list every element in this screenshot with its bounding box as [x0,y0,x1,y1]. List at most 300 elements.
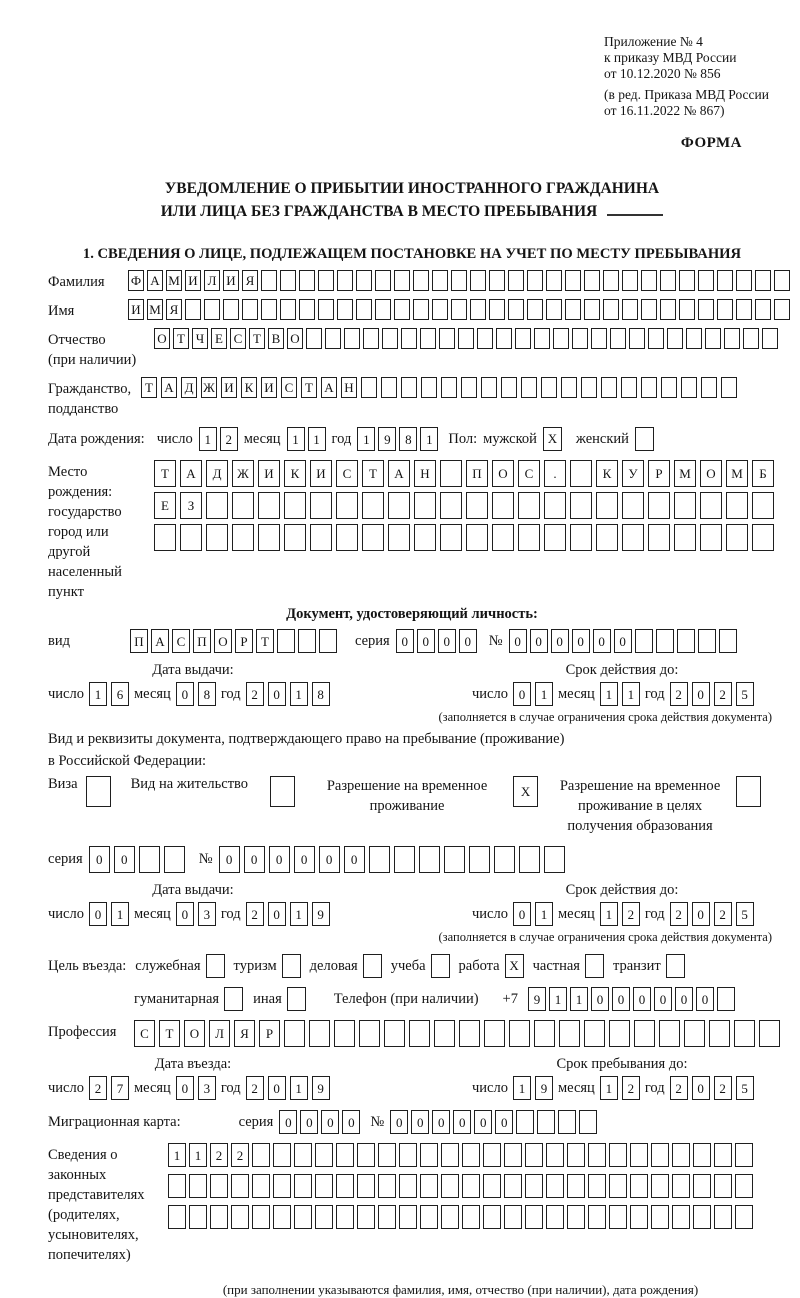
char-cell[interactable] [774,299,790,320]
char-cell[interactable] [409,1020,430,1047]
char-cell[interactable] [432,270,448,291]
char-cell[interactable] [735,1143,753,1167]
char-cell[interactable] [362,524,384,551]
char-cell[interactable]: 1 [600,682,618,706]
char-cell[interactable] [294,1143,312,1167]
char-cell[interactable] [441,1174,459,1198]
char-cell[interactable] [306,328,322,349]
char-cell[interactable] [705,328,721,349]
char-cell[interactable] [721,377,737,398]
char-cell[interactable]: Ж [201,377,217,398]
char-cell[interactable] [319,629,337,653]
char-cell[interactable] [441,1205,459,1229]
char-cell[interactable] [325,328,341,349]
char-cell[interactable] [496,328,512,349]
char-cell[interactable]: С [230,328,246,349]
char-cell[interactable] [734,1020,755,1047]
char-cell[interactable]: 5 [736,682,754,706]
char-cell[interactable] [661,377,677,398]
char-cell[interactable] [462,1205,480,1229]
char-cell[interactable] [714,1174,732,1198]
char-cell[interactable] [581,377,597,398]
char-cell[interactable] [284,524,306,551]
char-cell[interactable]: 0 [633,987,651,1011]
char-cell[interactable]: Т [154,460,176,487]
char-cell[interactable]: Т [141,377,157,398]
char-cell[interactable] [541,377,557,398]
char-cell[interactable]: 1 [357,427,375,451]
char-cell[interactable] [462,1143,480,1167]
char-cell[interactable]: М [726,460,748,487]
char-cell[interactable] [701,377,717,398]
char-cell[interactable] [336,492,358,519]
char-cell[interactable] [672,1174,690,1198]
char-cell[interactable] [686,328,702,349]
char-cell[interactable]: 1 [111,902,129,926]
char-cell[interactable] [252,1174,270,1198]
char-cell[interactable] [378,1143,396,1167]
char-cell[interactable]: С [172,629,190,653]
char-cell[interactable] [494,846,515,873]
char-cell[interactable] [273,1205,291,1229]
char-cell[interactable]: 2 [246,902,264,926]
char-cell[interactable]: 1 [290,682,308,706]
char-cell[interactable] [168,1174,186,1198]
char-cell[interactable] [546,270,562,291]
char-cell[interactable] [414,492,436,519]
char-cell[interactable]: Ф [128,270,144,291]
char-cell[interactable] [401,377,417,398]
char-cell[interactable]: С [336,460,358,487]
purpose-study-checkbox[interactable] [431,954,450,978]
char-cell[interactable] [483,1205,501,1229]
char-cell[interactable] [298,629,316,653]
char-cell[interactable] [714,1143,732,1167]
char-cell[interactable]: 0 [591,987,609,1011]
char-cell[interactable]: 2 [714,682,732,706]
char-cell[interactable] [210,1174,228,1198]
char-cell[interactable]: У [622,460,644,487]
char-cell[interactable]: И [221,377,237,398]
char-cell[interactable]: 0 [176,1076,194,1100]
char-cell[interactable] [315,1205,333,1229]
char-cell[interactable] [481,377,497,398]
char-cell[interactable] [334,1020,355,1047]
char-cell[interactable] [641,299,657,320]
char-cell[interactable]: 8 [312,682,330,706]
char-cell[interactable]: С [281,377,297,398]
char-cell[interactable] [369,846,390,873]
char-cell[interactable] [489,299,505,320]
char-cell[interactable] [774,270,790,291]
char-cell[interactable] [525,1205,543,1229]
char-cell[interactable]: 0 [495,1110,513,1134]
char-cell[interactable] [492,492,514,519]
char-cell[interactable] [546,1143,564,1167]
char-cell[interactable] [189,1205,207,1229]
char-cell[interactable]: 0 [411,1110,429,1134]
char-cell[interactable]: 0 [279,1110,297,1134]
char-cell[interactable]: 9 [378,427,396,451]
char-cell[interactable] [681,377,697,398]
char-cell[interactable]: 2 [246,1076,264,1100]
char-cell[interactable] [231,1174,249,1198]
char-cell[interactable]: 0 [176,682,194,706]
char-cell[interactable] [357,1174,375,1198]
char-cell[interactable] [356,270,372,291]
char-cell[interactable]: 2 [670,902,688,926]
char-cell[interactable]: 1 [535,682,553,706]
char-cell[interactable] [609,1143,627,1167]
char-cell[interactable] [180,524,202,551]
char-cell[interactable]: 0 [474,1110,492,1134]
char-cell[interactable] [421,377,437,398]
char-cell[interactable] [357,1143,375,1167]
char-cell[interactable]: 0 [321,1110,339,1134]
char-cell[interactable]: 0 [342,1110,360,1134]
char-cell[interactable] [189,1174,207,1198]
char-cell[interactable] [420,1205,438,1229]
char-cell[interactable] [461,377,477,398]
char-cell[interactable] [434,1020,455,1047]
female-checkbox[interactable] [635,427,654,451]
char-cell[interactable] [242,299,258,320]
char-cell[interactable] [544,846,565,873]
char-cell[interactable]: 0 [572,629,590,653]
char-cell[interactable]: 1 [622,682,640,706]
char-cell[interactable] [567,1143,585,1167]
char-cell[interactable] [674,524,696,551]
char-cell[interactable] [441,377,457,398]
char-cell[interactable] [572,328,588,349]
char-cell[interactable]: 2 [220,427,238,451]
char-cell[interactable] [672,1143,690,1167]
char-cell[interactable] [622,299,638,320]
char-cell[interactable] [294,1174,312,1198]
char-cell[interactable]: 9 [528,987,546,1011]
char-cell[interactable]: 0 [89,846,110,873]
char-cell[interactable] [635,629,653,653]
char-cell[interactable] [743,328,759,349]
char-cell[interactable] [337,270,353,291]
char-cell[interactable] [439,328,455,349]
char-cell[interactable] [484,1020,505,1047]
char-cell[interactable] [204,299,220,320]
char-cell[interactable]: И [223,270,239,291]
char-cell[interactable]: А [147,270,163,291]
char-cell[interactable] [546,1205,564,1229]
temp-residence-education-checkbox[interactable] [736,776,761,807]
visa-checkbox[interactable] [86,776,111,807]
char-cell[interactable]: 0 [390,1110,408,1134]
char-cell[interactable] [726,524,748,551]
char-cell[interactable]: А [151,629,169,653]
char-cell[interactable] [700,524,722,551]
char-cell[interactable]: 0 [530,629,548,653]
purpose-other-checkbox[interactable] [287,987,306,1011]
char-cell[interactable] [399,1174,417,1198]
char-cell[interactable]: 0 [614,629,632,653]
char-cell[interactable] [258,492,280,519]
char-cell[interactable] [413,270,429,291]
char-cell[interactable] [378,1205,396,1229]
char-cell[interactable]: 0 [417,629,435,653]
char-cell[interactable] [375,270,391,291]
char-cell[interactable] [252,1205,270,1229]
char-cell[interactable] [588,1205,606,1229]
char-cell[interactable] [579,1110,597,1134]
char-cell[interactable] [336,1143,354,1167]
char-cell[interactable] [164,846,185,873]
purpose-tourism-checkbox[interactable] [282,954,301,978]
char-cell[interactable]: 1 [287,427,305,451]
char-cell[interactable]: Д [181,377,197,398]
char-cell[interactable] [441,1143,459,1167]
char-cell[interactable]: 0 [294,846,315,873]
char-cell[interactable] [489,270,505,291]
char-cell[interactable] [420,328,436,349]
char-cell[interactable] [273,1174,291,1198]
char-cell[interactable]: Р [235,629,253,653]
char-cell[interactable] [736,270,752,291]
char-cell[interactable] [570,524,592,551]
char-cell[interactable] [609,1205,627,1229]
char-cell[interactable]: 9 [535,1076,553,1100]
char-cell[interactable] [508,270,524,291]
char-cell[interactable]: К [596,460,618,487]
char-cell[interactable] [674,492,696,519]
char-cell[interactable] [752,492,774,519]
char-cell[interactable]: П [130,629,148,653]
char-cell[interactable] [315,1174,333,1198]
char-cell[interactable]: О [184,1020,205,1047]
char-cell[interactable]: М [166,270,182,291]
char-cell[interactable] [567,1205,585,1229]
char-cell[interactable] [651,1205,669,1229]
char-cell[interactable]: А [180,460,202,487]
char-cell[interactable]: 1 [570,987,588,1011]
char-cell[interactable]: Ж [232,460,254,487]
char-cell[interactable]: Б [752,460,774,487]
char-cell[interactable] [660,270,676,291]
char-cell[interactable] [534,328,550,349]
char-cell[interactable] [648,492,670,519]
char-cell[interactable]: 0 [319,846,340,873]
char-cell[interactable]: А [388,460,410,487]
char-cell[interactable] [504,1174,522,1198]
char-cell[interactable] [432,299,448,320]
char-cell[interactable] [596,524,618,551]
char-cell[interactable]: П [193,629,211,653]
char-cell[interactable] [527,299,543,320]
char-cell[interactable] [693,1174,711,1198]
char-cell[interactable] [609,1174,627,1198]
char-cell[interactable] [277,629,295,653]
char-cell[interactable] [284,1020,305,1047]
char-cell[interactable] [168,1205,186,1229]
char-cell[interactable] [518,524,540,551]
char-cell[interactable] [603,270,619,291]
char-cell[interactable] [394,299,410,320]
char-cell[interactable] [634,1020,655,1047]
char-cell[interactable] [534,1020,555,1047]
char-cell[interactable] [381,377,397,398]
char-cell[interactable]: 6 [111,682,129,706]
char-cell[interactable]: Т [256,629,274,653]
char-cell[interactable]: Т [301,377,317,398]
char-cell[interactable]: 0 [114,846,135,873]
char-cell[interactable] [310,492,332,519]
char-cell[interactable] [736,299,752,320]
char-cell[interactable]: 1 [290,1076,308,1100]
char-cell[interactable]: О [287,328,303,349]
char-cell[interactable]: 0 [344,846,365,873]
char-cell[interactable] [679,270,695,291]
char-cell[interactable] [336,524,358,551]
char-cell[interactable] [401,328,417,349]
purpose-business-checkbox[interactable] [363,954,382,978]
char-cell[interactable] [280,270,296,291]
char-cell[interactable] [509,1020,530,1047]
char-cell[interactable] [565,299,581,320]
residence-permit-checkbox[interactable] [270,776,295,807]
char-cell[interactable]: 2 [670,1076,688,1100]
char-cell[interactable]: 1 [290,902,308,926]
purpose-humanitarian-checkbox[interactable] [224,987,243,1011]
char-cell[interactable]: Д [206,460,228,487]
char-cell[interactable]: А [161,377,177,398]
char-cell[interactable]: 0 [268,682,286,706]
char-cell[interactable] [630,1205,648,1229]
char-cell[interactable] [584,1020,605,1047]
char-cell[interactable]: Н [414,460,436,487]
char-cell[interactable] [591,328,607,349]
char-cell[interactable] [399,1205,417,1229]
char-cell[interactable] [501,377,517,398]
char-cell[interactable]: Р [259,1020,280,1047]
char-cell[interactable] [561,377,577,398]
purpose-private-checkbox[interactable] [585,954,604,978]
char-cell[interactable]: Р [648,460,670,487]
char-cell[interactable] [544,492,566,519]
char-cell[interactable]: 1 [308,427,326,451]
char-cell[interactable] [469,846,490,873]
char-cell[interactable] [630,1174,648,1198]
char-cell[interactable] [567,1174,585,1198]
char-cell[interactable]: 2 [89,1076,107,1100]
char-cell[interactable] [361,377,377,398]
char-cell[interactable] [299,270,315,291]
temp-residence-checkbox[interactable]: X [513,776,538,807]
char-cell[interactable] [622,524,644,551]
char-cell[interactable]: Е [211,328,227,349]
char-cell[interactable]: 2 [622,902,640,926]
char-cell[interactable] [735,1174,753,1198]
char-cell[interactable]: 0 [268,1076,286,1100]
char-cell[interactable] [458,328,474,349]
char-cell[interactable] [459,1020,480,1047]
char-cell[interactable] [492,524,514,551]
char-cell[interactable] [603,299,619,320]
char-cell[interactable] [394,270,410,291]
char-cell[interactable] [210,1205,228,1229]
char-cell[interactable] [719,629,737,653]
char-cell[interactable]: 5 [736,1076,754,1100]
char-cell[interactable]: 0 [268,902,286,926]
char-cell[interactable]: С [518,460,540,487]
char-cell[interactable] [185,299,201,320]
char-cell[interactable] [382,328,398,349]
char-cell[interactable]: 0 [696,987,714,1011]
char-cell[interactable] [337,299,353,320]
char-cell[interactable]: 0 [692,902,710,926]
char-cell[interactable]: О [700,460,722,487]
char-cell[interactable] [309,1020,330,1047]
char-cell[interactable]: 1 [89,682,107,706]
char-cell[interactable] [284,492,306,519]
char-cell[interactable] [273,1143,291,1167]
char-cell[interactable] [232,492,254,519]
char-cell[interactable] [546,1174,564,1198]
char-cell[interactable]: 0 [675,987,693,1011]
char-cell[interactable] [477,328,493,349]
char-cell[interactable] [504,1143,522,1167]
char-cell[interactable]: Н [341,377,357,398]
char-cell[interactable] [570,460,592,487]
char-cell[interactable] [519,846,540,873]
char-cell[interactable]: К [241,377,257,398]
char-cell[interactable]: Т [249,328,265,349]
char-cell[interactable] [258,524,280,551]
char-cell[interactable]: 1 [535,902,553,926]
char-cell[interactable]: 1 [199,427,217,451]
char-cell[interactable] [483,1174,501,1198]
char-cell[interactable]: 2 [622,1076,640,1100]
char-cell[interactable] [508,299,524,320]
char-cell[interactable] [759,1020,780,1047]
char-cell[interactable] [388,492,410,519]
char-cell[interactable] [420,1143,438,1167]
char-cell[interactable] [420,1174,438,1198]
char-cell[interactable] [466,524,488,551]
char-cell[interactable]: 9 [312,902,330,926]
char-cell[interactable] [318,299,334,320]
char-cell[interactable]: 3 [198,902,216,926]
char-cell[interactable] [693,1205,711,1229]
char-cell[interactable] [630,1143,648,1167]
char-cell[interactable]: 0 [513,682,531,706]
char-cell[interactable] [609,1020,630,1047]
char-cell[interactable]: Т [159,1020,180,1047]
char-cell[interactable]: 0 [453,1110,471,1134]
char-cell[interactable] [651,1143,669,1167]
char-cell[interactable]: 1 [168,1143,186,1167]
purpose-transit-checkbox[interactable] [666,954,685,978]
char-cell[interactable]: 0 [244,846,265,873]
char-cell[interactable] [466,492,488,519]
char-cell[interactable]: 5 [736,902,754,926]
char-cell[interactable] [641,270,657,291]
char-cell[interactable] [139,846,160,873]
char-cell[interactable] [537,1110,555,1134]
char-cell[interactable]: Л [209,1020,230,1047]
char-cell[interactable] [315,1143,333,1167]
char-cell[interactable] [344,328,360,349]
char-cell[interactable] [648,524,670,551]
char-cell[interactable] [525,1143,543,1167]
char-cell[interactable]: Т [173,328,189,349]
char-cell[interactable]: 0 [219,846,240,873]
